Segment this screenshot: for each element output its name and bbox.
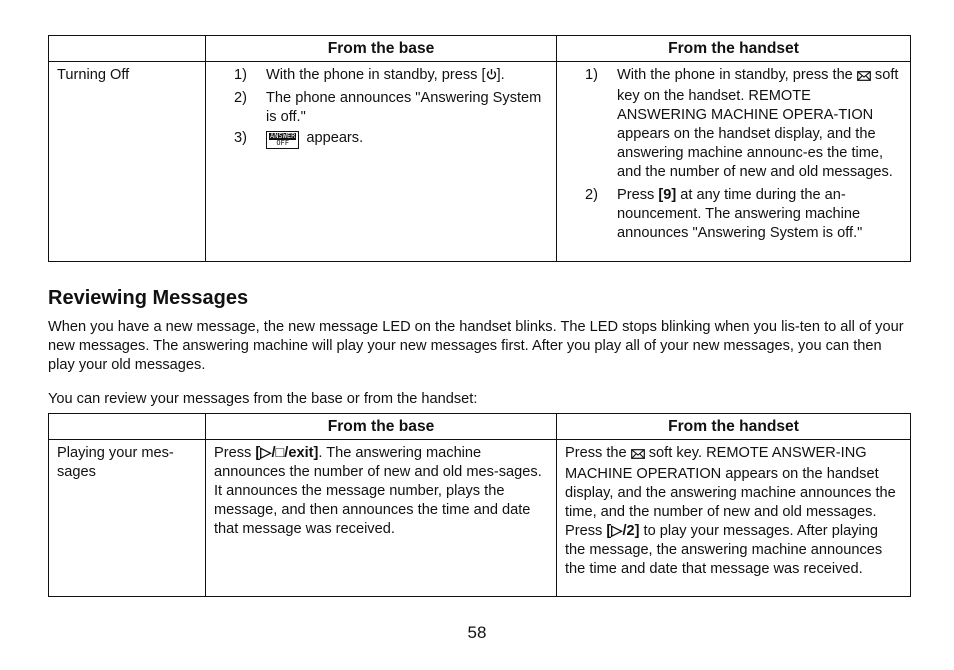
page-number: 58 [467, 623, 487, 642]
section-title: Reviewing Messages [48, 287, 249, 309]
handset-instructions: Press the soft key. REMOTE ANSWER-ING MACHINE OPERATION appears on the handset display, and the answering machine announces the time, and the number of new and old messages. Press [▷/2] to play your messages. After playing the message, the answering machine announces the time and date that message was received. [565, 445, 896, 577]
handset-step-2: 2) Press [9] at any time during the an-nouncement. The answering machine announces "Answering System is off." [585, 187, 863, 241]
empty-header-cell [49, 36, 206, 62]
header-from-handset: From the handset [557, 36, 911, 62]
header-from-handset: From the handset [557, 414, 911, 440]
empty-header-cell [49, 414, 206, 440]
reviewing-messages-table [48, 413, 911, 597]
row-label-turning-off: Turning Off [57, 67, 130, 83]
header-from-base: From the base [206, 414, 557, 440]
base-steps-list [214, 66, 548, 149]
base-instructions: Press [▷/□/exit]. The answering machine announces the number of new and old mes-sages. It announces the message number, plays the message, and then announces the time and date that message was received. [214, 445, 542, 537]
envelope-icon [631, 446, 645, 465]
turning-off-table [48, 35, 911, 262]
play-stop-exit-key: [▷/□/exit] [255, 445, 319, 461]
answer-off-display-icon: ANSWER OFF [266, 131, 299, 149]
handset-steps-list [565, 66, 902, 243]
row-label-playing-messages: Playing your mes-sages [57, 445, 174, 480]
envelope-icon [857, 68, 871, 87]
base-step-3: 3) ANSWER OFF appears. [234, 130, 364, 147]
intro-paragraph: When you have a new message, the new message LED on the handset blinks. The LED stops blinking when you lis-ten to all of your new messages. The answering machine will play your new messages first. After you play all of your new messages, you can then play your old messages. [48, 319, 904, 373]
handset-step-1: 1) With the phone in standby, press the soft key on the handset. REMOTE ANSWERING MACHINE OPERA-TION appears on the handset display, and the answering machine announc-es the time, and the number of new and old messages. [585, 67, 899, 180]
base-step-2: 2) The phone announces "Answering System is off." [234, 90, 542, 125]
base-step-1: 1) With the phone in standby, press [ ]. [214, 66, 548, 87]
header-from-base: From the base [206, 36, 557, 62]
play-2-key: [▷/2] [606, 523, 640, 539]
review-options-paragraph: You can review your messages from the base or from the handset: [48, 391, 478, 407]
power-icon [486, 68, 497, 87]
